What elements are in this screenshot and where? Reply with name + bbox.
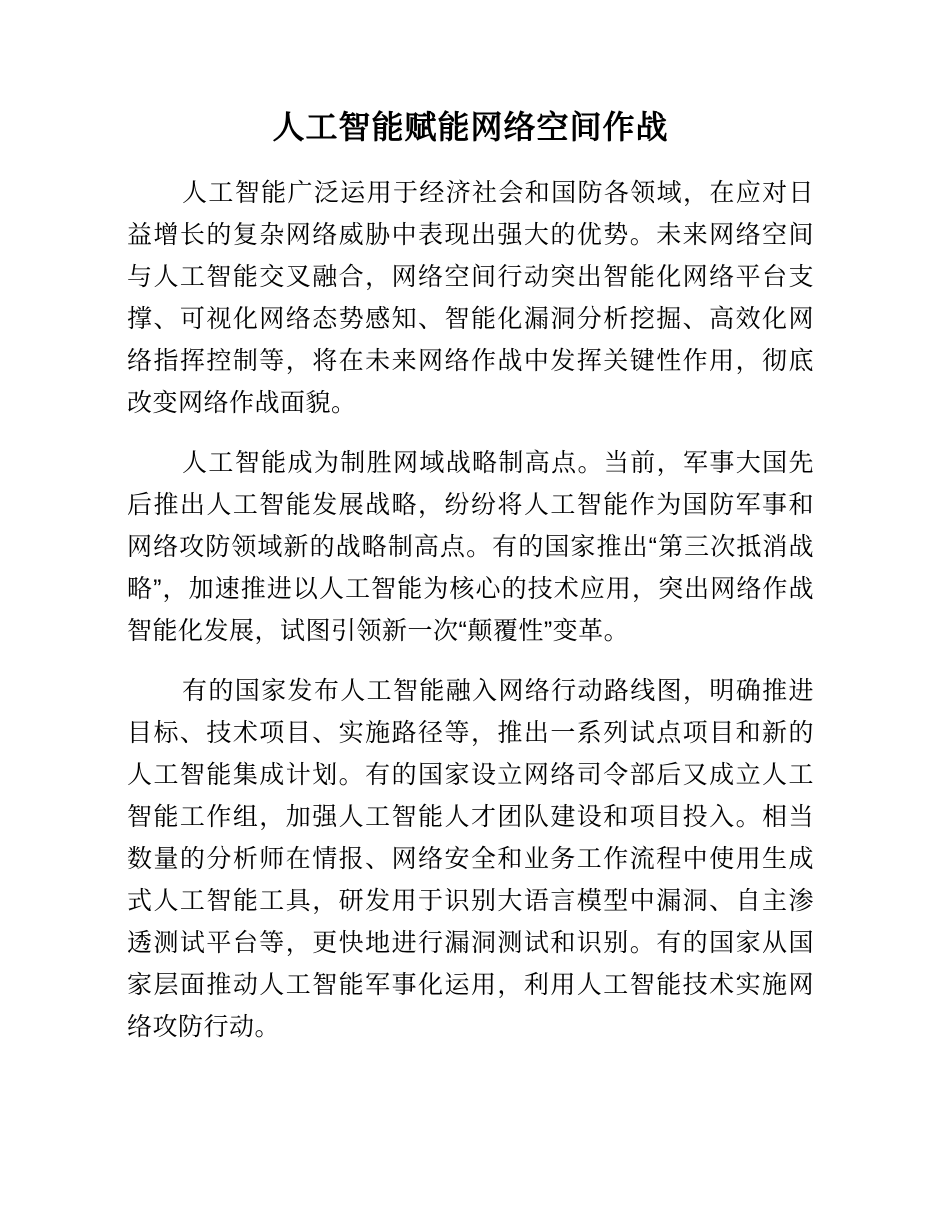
document-title: 人工智能赋能网络空间作战: [272, 109, 669, 145]
paragraph-1: 人工智能广泛运用于经济社会和国防各领域，在应对日益增长的复杂网络威胁中表现出强大的优势。未来网络空间与人工智能交叉融合，网络空间行动突出智能化网络平台支撑、可视化网络态势感知、智能化漏洞分析挖掘、高效化网络指挥控制等，将在未来网络作战中发挥关键性作用，彻底改变网络作战面貌。: [127, 179, 814, 417]
paragraph-3: 有的国家发布人工智能融入网络行动路线图，明确推进目标、技术项目、实施路径等，推出一系列试点项目和新的人工智能集成计划。有的国家设立网络司令部后又成立人工智能工作组，加强人工智能人才团队建设和项目投入。相当数量的分析师在情报、网络安全和业务工作流程中使用生成式人工智能工具，研发用于识别大语言模型中漏洞、自主渗透测试平台等，更快地进行漏洞测试和识别。有的国家从国家层面推动人工智能军事化运用，利用人工智能技术实施网络攻防行动。: [127, 677, 814, 1041]
paragraph-2: 人工智能成为制胜网域战略制高点。当前，军事大国先后推出人工智能发展战略，纷纷将人工智能作为国防军事和网络攻防领域新的战略制高点。有的国家推出“第三次抵消战略”，加速推进以人工智能为核心的技术应用，突出网络作战智能化发展，试图引领新一次“颠覆性”变革。: [127, 449, 814, 645]
